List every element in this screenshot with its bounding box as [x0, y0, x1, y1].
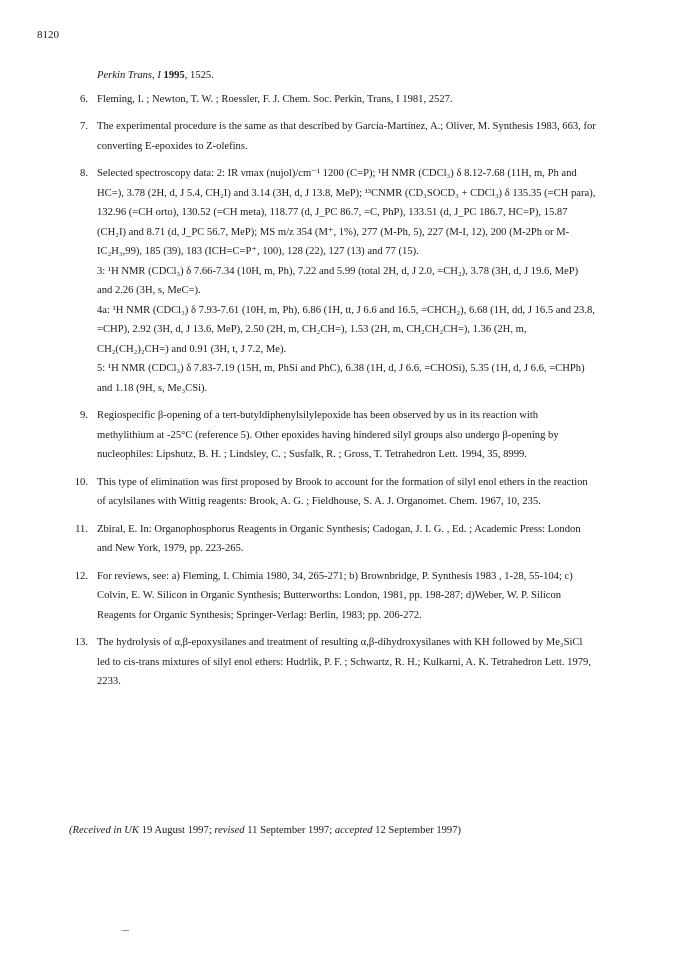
reference-12	[66, 567, 596, 626]
reference-text: Zbiral, E. In: Organophosphorus Reagents in Organic Synthesis; Cadogan, J. I. G. , Ed. ; Academic Press: London and New York, 1979, pp. 223-265.	[97, 523, 581, 554]
reference-continuation	[66, 66, 596, 86]
reference-number: 7.	[80, 121, 88, 132]
reference-text: The experimental procedure is the same as that described by García-Martínez, A.; Oliver, M. Synthesis 1983, 663, for converting E-epoxides to Z-olefins.	[97, 121, 596, 152]
accepted-date: 12 September 1997)	[375, 825, 462, 836]
revised-label: revised	[214, 825, 245, 836]
reference-text: The hydrolysis of α,β-epoxysilanes and treatment of resulting α,β-dihydroxysilanes with KH followed by Me₃SiCl led to cis-trans mixtures of silyl enol ethers: Hudrlik, P. F. ; Schwartz, R. H.; Kulkarni, A. K. Tetrahedron Lett. 1979, 2233.	[97, 637, 591, 687]
footer-mark	[122, 930, 129, 931]
year: 1995	[163, 70, 185, 81]
spectroscopy-compound-3: 3: ¹H NMR (CDCl₃) δ 7.66-7.34 (10H, m, Ph), 7.22 and 5.99 (total 2H, d, J 2.0, =CH₂), 3.78 (3H, d, J 19.6, MeP) and 2.26 (3H, s, MeC=).	[97, 265, 579, 296]
spectroscopy-compound-4a: 4a: ¹H NMR (CDCl₃) δ 7.93-7.61 (10H, m, Ph), 6.86 (1H, tt, J 6.6 and 16.5, =CHCH₂), 6.68 (1H, dd, J 16.5 and 23.8, =CHP), 2.92 (3H, d, J 13.6, MeP), 2.50 (2H, m, CH₂CH=), 1.53 (2H, m, CH₂CH₂CH=), 1.36 (2H, m, CH₂(CH₂)₂CH=) and 0.91 (3H, t, J 7.2, Me).	[97, 304, 595, 355]
spectroscopy-compound-2: Selected spectroscopy data: 2: IR νmax (nujol)/cm⁻¹ 1200 (C=P); ¹H NMR (CDCl₃) δ 8.12-7.68 (11H, m, Ph and HC=), 3.78 (2H, d, J 5.4, CH₂I) and 3.14 (3H, d, J 13.8, MeP); ¹³CNMR (CD₃SOCD₃ + CDCl₃) δ 135.35 (=CH para), 132.96 (=CH orto), 130.52 (=CH meta), 118.77 (d, J_PC 86.7, =C, PhP), 133.51 (d, J_PC 186.7, HC=P), 15.87 (CH₂I) and 8.71 (d, J_PC 56.7, MeP); MS m/z 354 (M⁺, 1%), 277 (M-Ph, 5), 227 (M-I, 12), 200 (M-2Ph or M-IC₂H₃,99), 185 (39), 183 (ICH=C=P⁺, 100), 128 (22), 127 (13) and 77 (15).	[97, 168, 596, 257]
received-label: (Received in UK	[69, 825, 140, 836]
reference-text: Fleming, I. ; Newton, T. W. ; Roessler, F. J. Chem. Soc. Perkin, Trans, I 1981, 2527.	[97, 93, 453, 105]
reference-text: Regiospecific β-opening of a tert-butyldiphenylsilylepoxide has been observed by us in its reaction with methylithium at -25°C (reference 5). Other epoxides having hindered silyl groups also undergo β-opening by nucleophiles: Lipshutz, B. H. ; Lindsley, C. ; Susfalk, R. ; Gross, T. Tetrahedron Lett. 1994, 35, 8999.	[97, 410, 559, 460]
reference-13	[66, 633, 596, 692]
reference-7	[66, 117, 596, 156]
reference-number: 12.	[74, 570, 88, 582]
received-dates	[69, 826, 461, 837]
journal-name: Perkin Trans, I	[97, 70, 161, 81]
reference-11	[66, 520, 596, 559]
pages: , 1525.	[184, 70, 214, 81]
reference-number: 8.	[80, 168, 88, 179]
reference-10	[66, 473, 596, 512]
reference-6	[66, 90, 596, 110]
reference-9	[66, 406, 596, 465]
revised-date: 11 September 1997;	[247, 825, 333, 836]
page-number: 8120	[37, 29, 59, 41]
reference-text: For reviews, see: a) Fleming, I. Chimia 1980, 34, 265-271; b) Brownbridge, P. Synthesis 1983 , 1-28, 55-104; c) Colvin, E. W. Silicon in Organic Synthesis; Butterworths: London, 1981, pp. 198-287; d)Weber, W. P. Silicon Reagents for Organic Synthesis; Springer-Verlag: Berlin, 1983; pp. 206-272.	[97, 570, 573, 621]
references-list	[66, 66, 596, 700]
reference-number: 11.	[75, 523, 88, 535]
reference-number: 10.	[74, 476, 88, 488]
reference-number: 6.	[80, 93, 88, 105]
accepted-label: accepted	[334, 825, 373, 836]
reference-text: This type of elimination was first proposed by Brook to account for the formation of silyl enol ethers in the reaction of acylsilanes with Wittig reagents: Brook, A. G. ; Fieldhouse, S. A. J. Organomet. Chem. 1967, 10, 235.	[97, 476, 588, 507]
reference-number: 13.	[74, 637, 88, 648]
received-date: 19 August 1997;	[141, 825, 212, 836]
reference-8	[66, 164, 596, 398]
reference-number: 9.	[80, 410, 88, 421]
spectroscopy-compound-5: 5: ¹H NMR (CDCl₃) δ 7.83-7.19 (15H, m, PhSi and PhC), 6.38 (1H, d, J 6.6, =CHOSi), 5.35 (1H, d, J 6.6, =CHPh) and 1.18 (9H, s, Me₃CSi).	[97, 363, 585, 394]
